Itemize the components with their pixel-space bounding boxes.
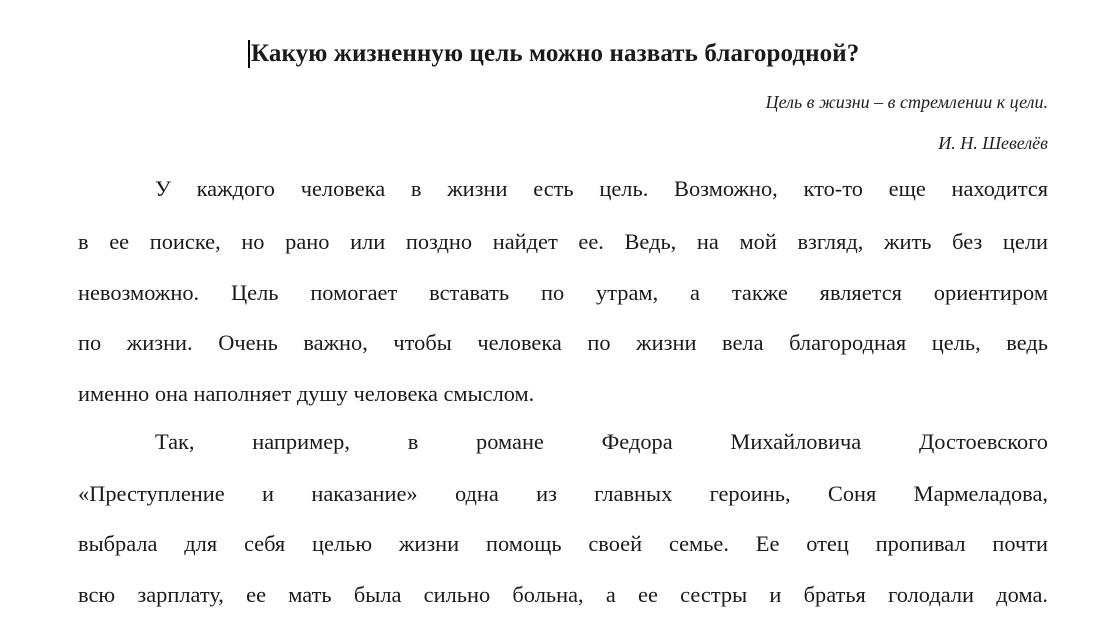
paragraph-1-line-4[interactable]: по жизни. Очень важно, чтобы человека по жизни вела благородная цель, ведь (78, 330, 1048, 355)
paragraph-2-line-1[interactable]: Так, например, в романе Федора Михайловича Достоевского (155, 429, 1048, 454)
paragraph-1-line-1[interactable]: У каждого человека в жизни есть цель. Возможно, кто-то еще находится (155, 176, 1048, 201)
paragraph-2-line-4[interactable]: всю зарплату, ее мать была сильно больна, а ее сестры и братья голодали дома. (78, 582, 1048, 607)
paragraph-1-line-2[interactable]: в ее поиске, но рано или поздно найдет ее. Ведь, на мой взгляд, жить без цели (78, 229, 1048, 254)
paragraph-1-line-5[interactable]: именно она наполняет душу человека смыслом. (78, 381, 535, 406)
paragraph-2-line-3[interactable]: выбрала для себя целью жизни помощь своей семье. Ее отец пропивал почти (78, 531, 1048, 556)
epigraph-quote[interactable]: Цель в жизни – в стремлении к цели. (765, 92, 1048, 112)
essay-title[interactable]: Какую жизненную цель можно назвать благородной? (251, 40, 860, 67)
epigraph-author[interactable]: И. Н. Шевелёв (938, 133, 1048, 153)
paragraph-2-line-2[interactable]: «Преступление и наказание» одна из главных героинь, Соня Мармеладова, (78, 481, 1048, 506)
title-row (248, 38, 859, 70)
paragraph-1-line-3[interactable]: невозможно. Цель помогает вставать по утрам, а также является ориентиром (78, 280, 1048, 305)
text-cursor (248, 40, 250, 68)
